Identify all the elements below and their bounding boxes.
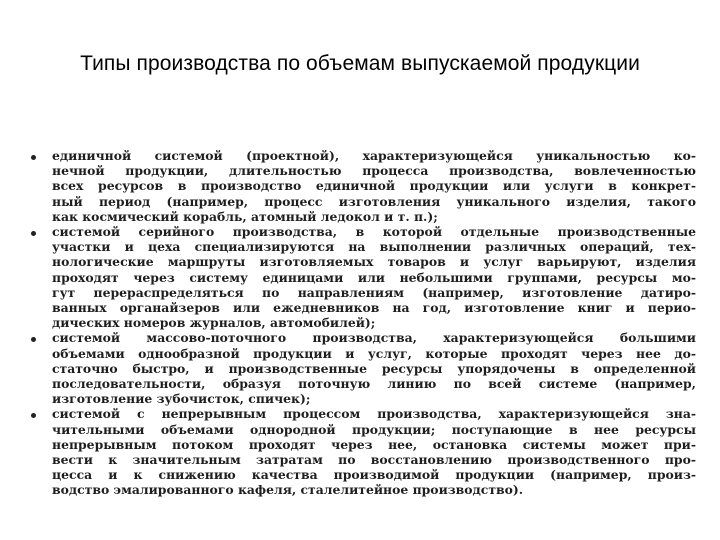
text-line: системой массово-поточного производства, характеризующейся большими — [52, 330, 696, 346]
text-line: системой с непрерывным процессом производства, характеризующейся зна- — [52, 406, 696, 422]
text-line: статочно быстро, и производственные ресурсы упорядочены в определенной — [52, 360, 696, 376]
text-line: нологические маршруты изготовляемых товаров и услуг варьируют, изделия — [52, 254, 696, 270]
list-item — [28, 406, 696, 497]
text-line: непрерывным потоком проходят через нее, остановка системы может при- — [52, 436, 696, 452]
text-line: чительными объемами однородной продукции; поступающие в нее ресурсы — [52, 421, 696, 437]
text-line: нечной продукции, длительностью процесса производства, вовлеченностью — [52, 163, 696, 179]
list-item — [28, 148, 696, 224]
list-item — [28, 224, 696, 330]
text-line: всех ресурсов в производство единичной продукции или услуги в конкрет- — [52, 178, 696, 194]
text-line: ванных органайзеров или ежедневников на год, изготовление книг и перио- — [52, 300, 696, 316]
list-item — [28, 330, 696, 406]
bullet-icon — [31, 231, 36, 236]
text-line: объемами однообразной продукции и услуг, которые проходят через нее до- — [52, 345, 696, 361]
text-line: цесса и к снижению качества производимой продукции (например, произ- — [52, 467, 696, 483]
text-line: единичной системой (проектной), характеризующейся уникальностью ко- — [52, 148, 696, 163]
text-line: как космический корабль, атомный ледокол и т. п.); — [52, 208, 438, 224]
text-line: системой серийного производства, в которой отдельные производственные — [52, 224, 696, 240]
text-line: участки и цеха специализируются на выполнении различных операций, тех- — [52, 239, 696, 255]
bullet-icon — [31, 413, 36, 418]
text-line: изготовление зубочисток, спичек); — [52, 391, 311, 407]
bullet-icon — [31, 337, 36, 342]
text-line: вести к значительным затратам по восстановлению производственного про- — [52, 452, 696, 468]
text-line: водство эмалированного кафеля, сталелитейное производство). — [52, 482, 524, 498]
text-line: дических номеров журналов, автомобилей); — [52, 315, 376, 331]
text-line: ный период (например, процесс изготовления уникального изделия, такого — [52, 193, 696, 209]
text-line: последовательности, образуя поточную линию по всей системе (например, — [52, 376, 696, 392]
text-line: гут перераспределяться по направлениям (например, изготовление датиро- — [52, 284, 696, 300]
scanned-text-block — [28, 148, 696, 498]
text-line: проходят через систему единицами или небольшими группами, ресурсы мо- — [52, 269, 696, 285]
slide-title: Типы производства по объемам выпускаемой продукции — [80, 52, 640, 75]
bullet-icon — [31, 155, 36, 160]
